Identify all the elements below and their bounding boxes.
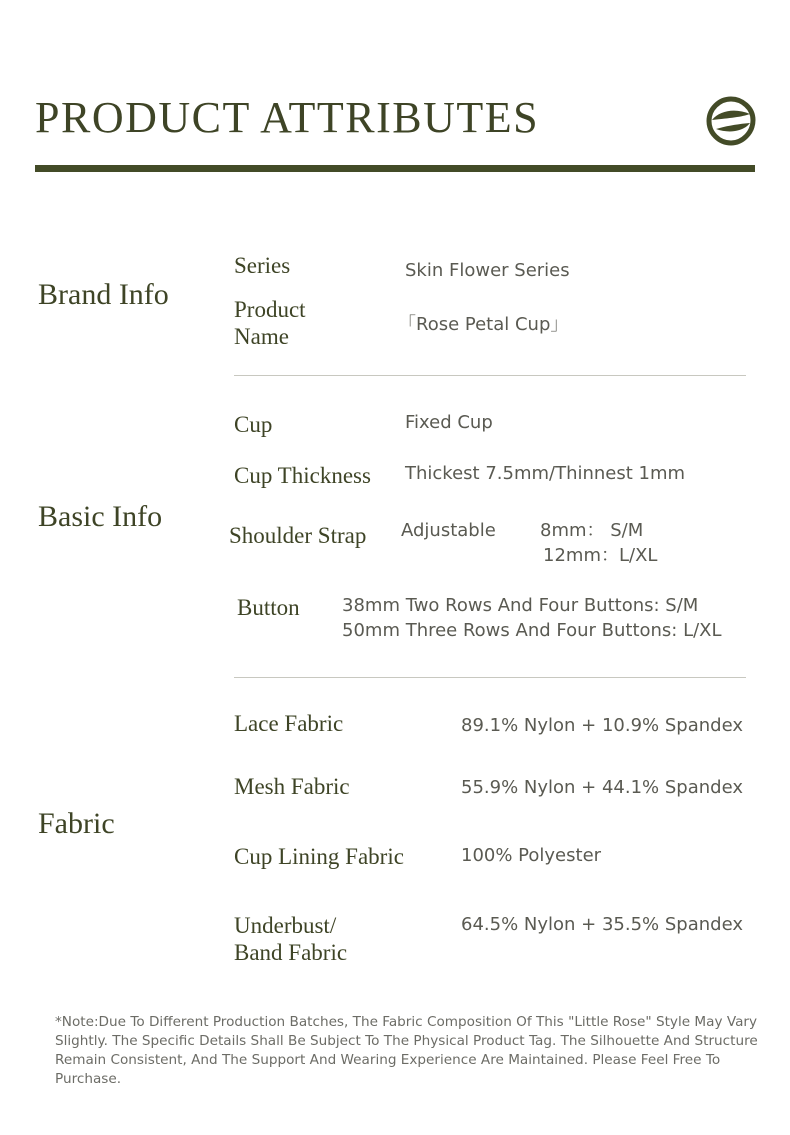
- series-key: Series: [234, 253, 291, 278]
- button-key: Button: [237, 595, 300, 620]
- section-divider: [234, 677, 746, 678]
- cup-key: Cup: [234, 412, 273, 437]
- section-label-brand-info: Brand Info: [38, 278, 169, 311]
- product-name-value: 「Rose Petal Cup」: [398, 314, 569, 335]
- mesh-fabric-key: Mesh Fabric: [234, 774, 350, 799]
- shoulder-strap-value: Adjustable: [401, 520, 496, 541]
- product-name-key: [234, 296, 306, 350]
- band-fabric-key-line-1: Underbust/: [234, 913, 337, 938]
- cup-value: Fixed Cup: [405, 412, 493, 433]
- button-value-2: 50mm Three Rows And Four Buttons: L/XL: [342, 620, 722, 641]
- page-title: PRODUCT ATTRIBUTES: [35, 93, 540, 142]
- band-fabric-key-line-2: Band Fabric: [234, 940, 348, 965]
- title-underline: [35, 165, 755, 172]
- cup-lining-fabric-value: 100% Polyester: [461, 845, 602, 866]
- product-name-key-line-2: Name: [234, 324, 289, 349]
- mesh-fabric-value: 55.9% Nylon + 44.1% Spandex: [461, 777, 743, 798]
- shoulder-strap-key: Shoulder Strap: [229, 523, 367, 548]
- section-divider: [234, 375, 746, 376]
- strap-size-2: 12mm：L/XL: [543, 545, 658, 566]
- cup-lining-fabric-key: Cup Lining Fabric: [234, 844, 404, 869]
- series-value: Skin Flower Series: [405, 260, 570, 281]
- strap-size-1: 8mm： S/M: [540, 520, 644, 541]
- cup-thickness-key: Cup Thickness: [234, 463, 371, 488]
- band-fabric-value: 64.5% Nylon + 35.5% Spandex: [461, 914, 743, 935]
- band-fabric-key: [234, 912, 347, 966]
- product-name-key-line-1: Product: [234, 297, 306, 322]
- lace-fabric-value: 89.1% Nylon + 10.9% Spandex: [461, 715, 743, 736]
- section-label-basic-info: Basic Info: [38, 500, 163, 533]
- brand-leaf-logo-icon: [706, 96, 756, 146]
- section-label-fabric: Fabric: [38, 807, 115, 840]
- lace-fabric-key: Lace Fabric: [234, 711, 344, 736]
- footnote: *Note:Due To Different Production Batches, The Fabric Composition Of This "Little Rose" Style May Vary Slightly. The Specific Details Shall Be Subject To The Physical Product Tag. The Silhouette And Structure Remain Consistent, And The Support And Wearing Experience Are Maintained. Please Feel Free To Purchase.: [55, 1014, 758, 1087]
- cup-thickness-value: Thickest 7.5mm/Thinnest 1mm: [405, 463, 686, 484]
- button-value-1: 38mm Two Rows And Four Buttons: S/M: [342, 595, 699, 616]
